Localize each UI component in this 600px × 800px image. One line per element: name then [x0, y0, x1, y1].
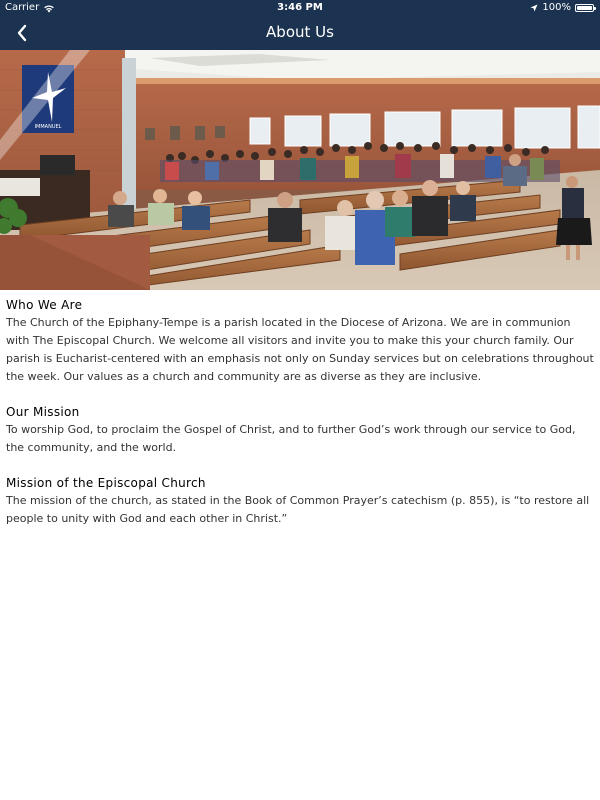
battery-percent: 100%: [542, 2, 571, 13]
section-heading: Our Mission: [6, 405, 80, 419]
page-title: About Us: [266, 23, 334, 41]
status-time: 3:46 PM: [277, 2, 323, 13]
section-body: To worship God, to proclaim the Gospel of Christ, and to further God’s work through our service to God, the community, and the world.: [6, 423, 576, 454]
banner-text: IMMANUEL: [34, 124, 62, 130]
about-content: [6, 296, 594, 545]
section-episcopal-mission: [6, 474, 594, 528]
back-button[interactable]: [10, 21, 38, 45]
carrier-label: Carrier: [5, 2, 40, 13]
location-arrow-icon: [530, 4, 538, 12]
church-interior-photo: [0, 50, 600, 290]
section-heading: Mission of the Episcopal Church: [6, 476, 206, 490]
photo-illustration: [0, 50, 600, 290]
section-body: The Church of the Epiphany-Tempe is a parish located in the Diocese of Arizona. We are in communion with The Episcopal Church. We welcome all visitors and invite you to make this your church family. Our parish is Eucharist-centered with an emphasis not only on Sunday services but on celebrations throughout the week. Our values as a church and community are as diverse as they are inclusive.: [6, 316, 594, 383]
navigation-bar: [0, 16, 600, 50]
chevron-left-icon: [10, 21, 38, 45]
status-bar: [0, 0, 600, 16]
battery-icon: [575, 4, 594, 12]
section-who-we-are: [6, 296, 594, 386]
section-body: The mission of the church, as stated in the Book of Common Prayer’s catechism (p. 855), is “to restore all people to unity with God and each other in Christ.”: [6, 494, 590, 525]
section-heading: Who We Are: [6, 298, 83, 312]
status-right: [530, 0, 594, 16]
section-our-mission: [6, 403, 594, 457]
